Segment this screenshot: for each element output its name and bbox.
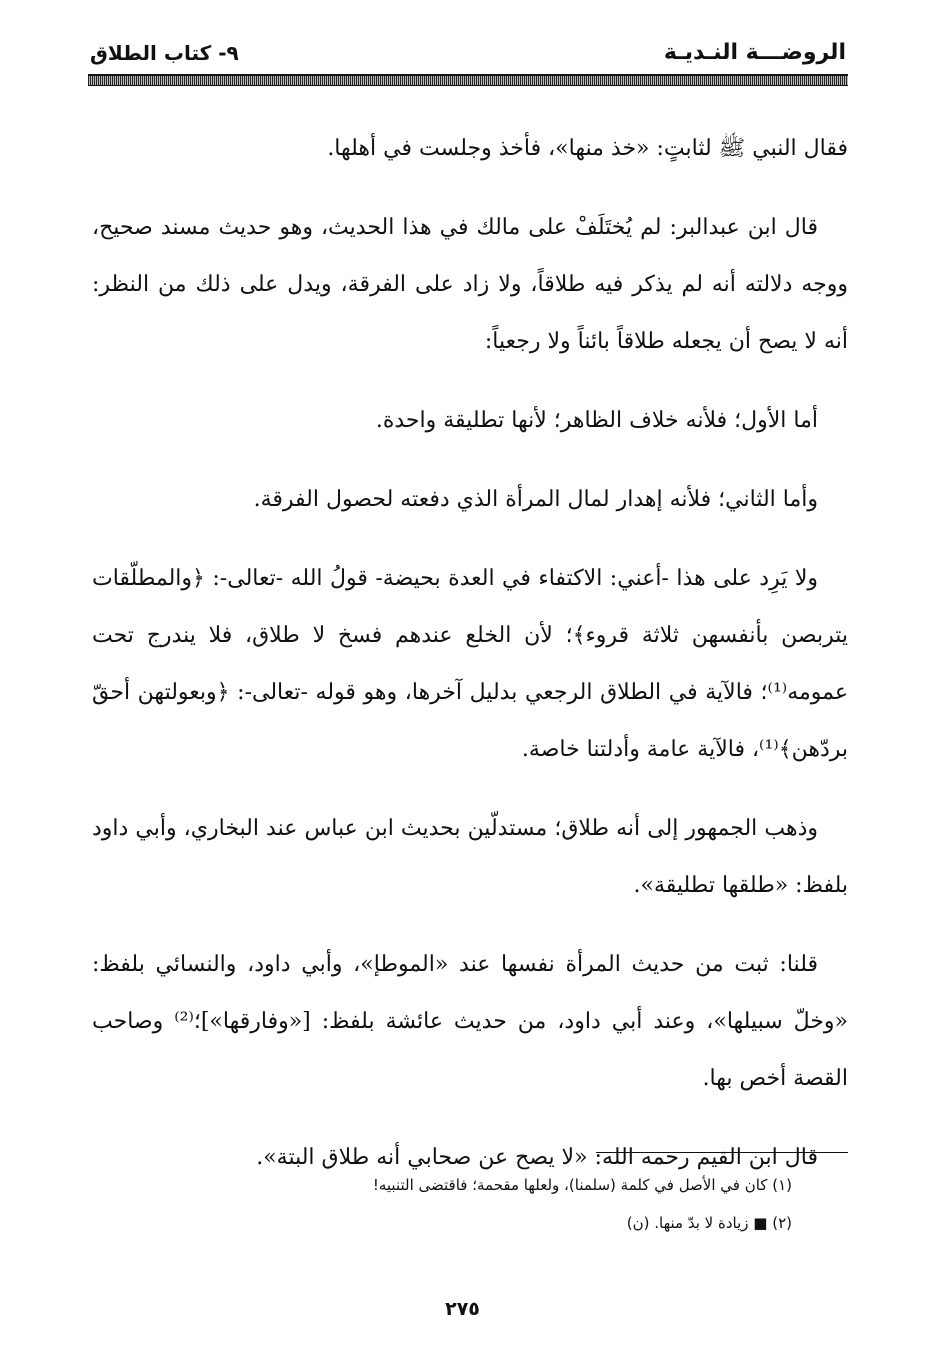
paragraph-5: ولا يَرِد على هذا -أعني: الاكتفاء في العدة بحيضة- قولُ الله -تعالى-: ﴿والمطلّقات يتربصن بأنفسهن ثلاثة قروء﴾؛ لأن الخلع عندهم فسخ لا طلاق، فلا يندرج تحت عمومه⁽¹⁾؛ فالآية في الطلاق الرجعي بدليل آخرها، وهو قوله -تعالى-: ﴿وبعولتهن أحقّ بردّهن﴾⁽¹⁾، فالآية عامة وأدلتنا خاصة. <box>92 566 848 762</box>
paragraph-2: قال ابن عبدالبر: لم يُختَلَفْ على مالك في هذا الحديث، وهو حديث مسند صحيح، ووجه دلالته أنه لم يذكر فيه طلاقاً، ولا زاد على الفرقة، ويدل على ذلك من النظر: أنه لا يصح أن يجعله طلاقاً بائناً ولا رجعياً: <box>92 215 848 354</box>
page-number: ٢٧٥ <box>445 1298 480 1320</box>
running-head <box>90 38 846 72</box>
header-rule <box>88 74 848 86</box>
paragraph-1: فقال النبي ﷺ لثابتٍ: «خذ منها»، فأخذ وجلست في أهلها. <box>327 136 848 161</box>
chapter-title: ٩- كتاب الطلاق <box>90 41 239 65</box>
footnotes <box>92 1166 792 1242</box>
footnote-rule <box>596 1152 848 1153</box>
paragraph-4: وأما الثاني؛ فلأنه إهدار لمال المرأة الذي دفعته لحصول الفرقة. <box>253 487 818 512</box>
paragraph-7: قلنا: ثبت من حديث المرأة نفسها عند «الموطإ»، وأبي داود، والنسائي بلفظ: «وخلّ سبيلها»، وعند أبي داود، من حديث عائشة بلفظ: [«وفارقها»]؛⁽²⁾ وصاحب القصة أخص بها. <box>92 952 848 1091</box>
paragraph-8: قال ابن القيم رحمه الله: «لا يصح عن صحابي أنه طلاق البتة». <box>256 1145 818 1170</box>
body-text <box>92 120 848 1208</box>
paragraph-6: وذهب الجمهور إلى أنه طلاق؛ مستدلّين بحديث ابن عباس عند البخاري، وأبي داود بلفظ: «طلقها تطليقة». <box>92 816 848 898</box>
book-title: الروضـــة النـديـة <box>663 40 846 65</box>
footnote-1: (١) كان في الأصل في كلمة (سلمنا)، ولعلها مقحمة؛ فاقتضى التنبيه! <box>372 1176 792 1194</box>
footnote-2: (٢) ■ زيادة لا بدّ منها. (ن) <box>626 1214 792 1232</box>
paragraph-3: أما الأول؛ فلأنه خلاف الظاهر؛ لأنها تطليقة واحدة. <box>375 408 818 433</box>
